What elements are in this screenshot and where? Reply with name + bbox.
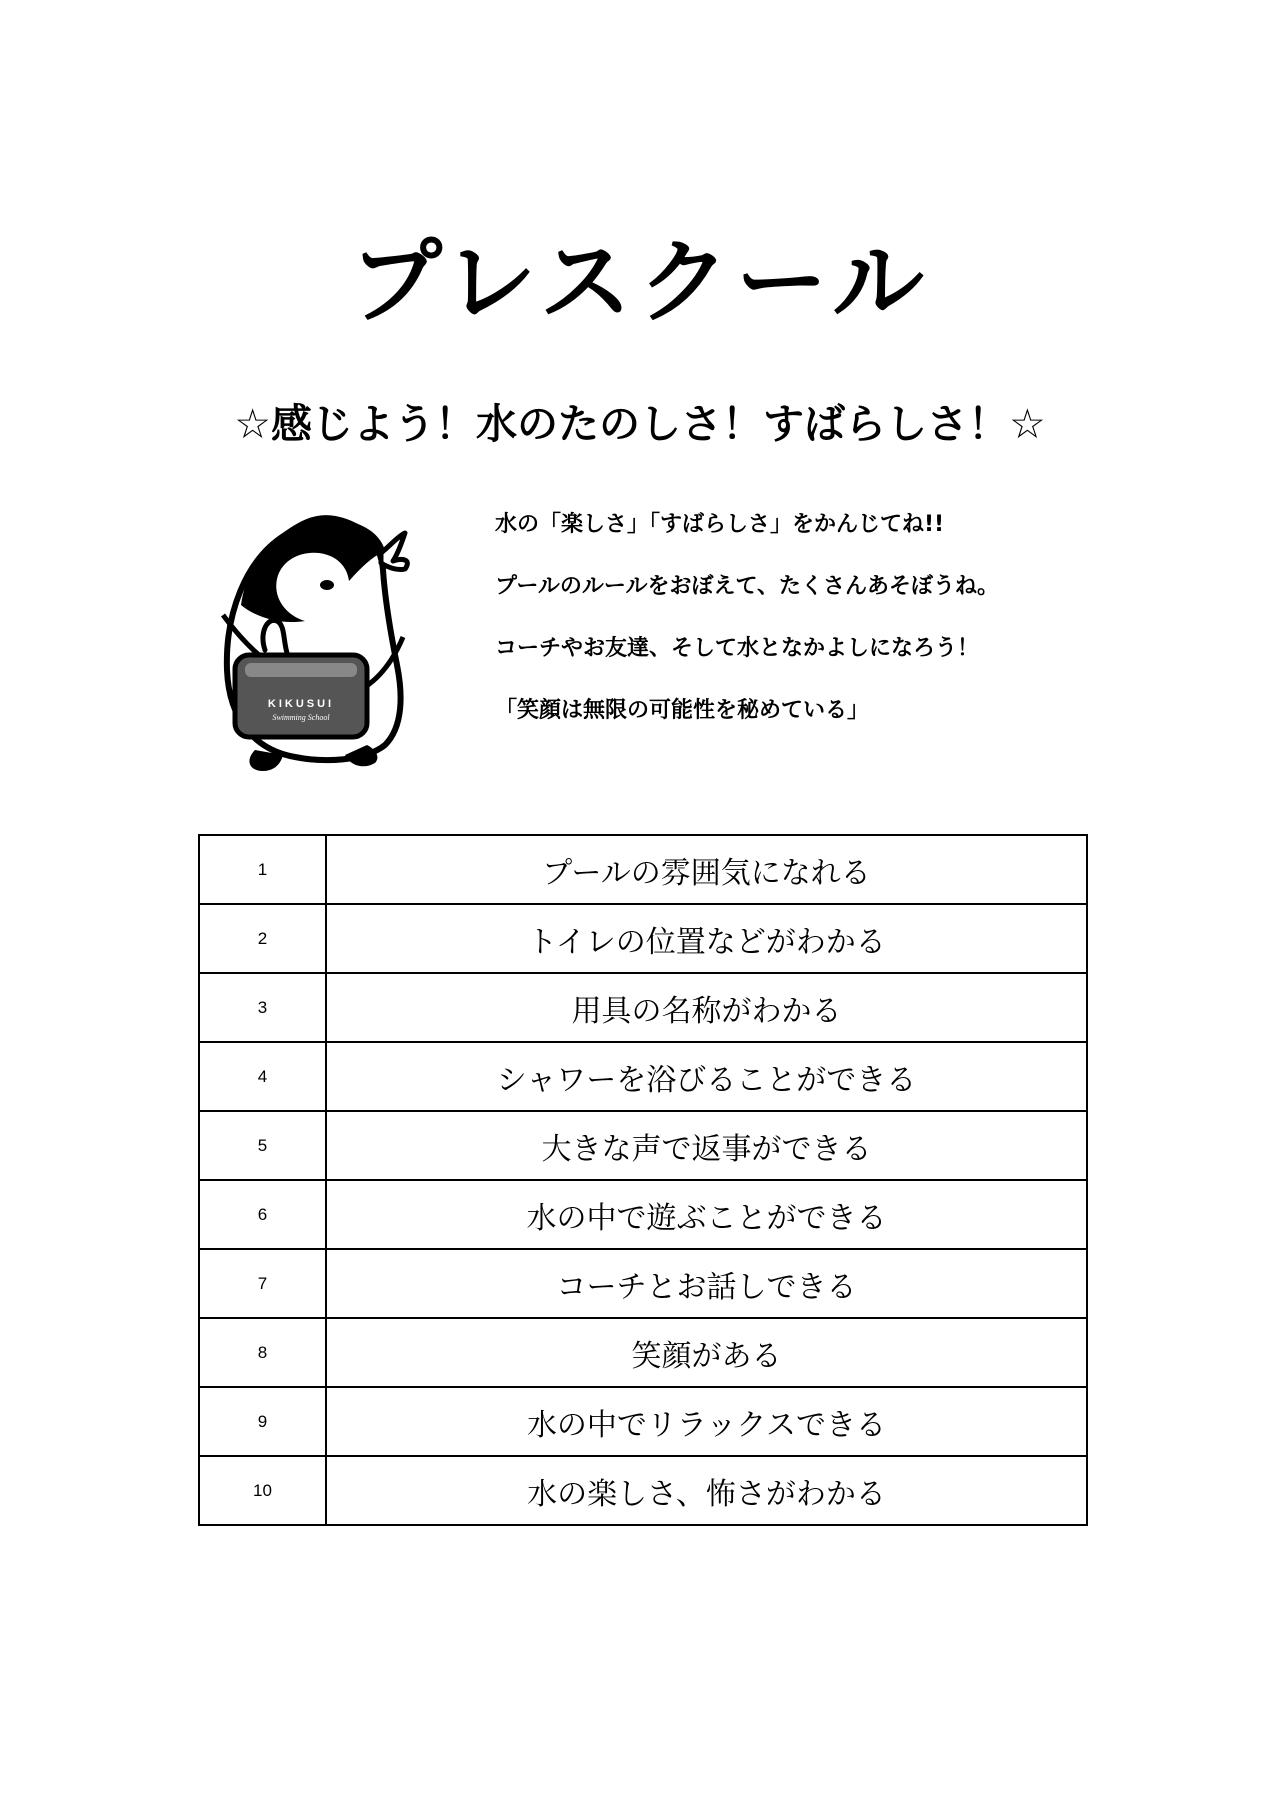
goal-text: シャワーを浴びることができる [326, 1042, 1087, 1111]
intro-line: プールのルールをおぼえて、たくさんあそぼうね。 [495, 574, 1000, 599]
table-row [199, 1249, 1087, 1318]
intro-line: 水の「楽しさ」「すばらしさ」をかんじてね!! [495, 512, 945, 537]
page-subtitle: ☆感じよう！水のたのしさ！すばらしさ！☆ [234, 400, 1046, 448]
table-row [199, 1180, 1087, 1249]
goal-number: 8 [199, 1318, 326, 1387]
table-row [199, 1456, 1087, 1525]
intro-line: コーチやお友達、そして水となかよしになろう！ [495, 636, 980, 661]
bag-sublabel: Swimming School [272, 713, 330, 722]
goal-text: コーチとお話しできる [326, 1249, 1087, 1318]
goal-text: プールの雰囲気になれる [326, 835, 1087, 904]
goal-number: 1 [199, 835, 326, 904]
goal-text: 水の中で遊ぶことができる [326, 1180, 1087, 1249]
page-title: プレスクール [350, 229, 930, 336]
table-row [199, 1387, 1087, 1456]
goal-number: 2 [199, 904, 326, 973]
bag-label: KIKUSUI [267, 698, 335, 710]
goal-number: 4 [199, 1042, 326, 1111]
goal-number: 6 [199, 1180, 326, 1249]
table-row [199, 904, 1087, 973]
penguin-icon [215, 505, 455, 785]
table-row [199, 835, 1087, 904]
goal-number: 9 [199, 1387, 326, 1456]
table-row [199, 1042, 1087, 1111]
goal-text: 用具の名称がわかる [326, 973, 1087, 1042]
goal-number: 5 [199, 1111, 326, 1180]
table-row [199, 1318, 1087, 1387]
goal-text: 笑顔がある [326, 1318, 1087, 1387]
goal-number: 7 [199, 1249, 326, 1318]
goals-table [198, 834, 1088, 1526]
goal-text: 水の楽しさ、怖さがわかる [326, 1456, 1087, 1525]
goal-number: 3 [199, 973, 326, 1042]
table-row [199, 1111, 1087, 1180]
intro-line: 「笑顔は無限の可能性を秘めている」 [495, 698, 870, 723]
goal-text: 大きな声で返事ができる [326, 1111, 1087, 1180]
goal-text: トイレの位置などがわかる [326, 904, 1087, 973]
table-row [199, 973, 1087, 1042]
goal-number: 10 [199, 1456, 326, 1525]
goal-text: 水の中でリラックスできる [326, 1387, 1087, 1456]
intro-message-list [495, 510, 1135, 758]
